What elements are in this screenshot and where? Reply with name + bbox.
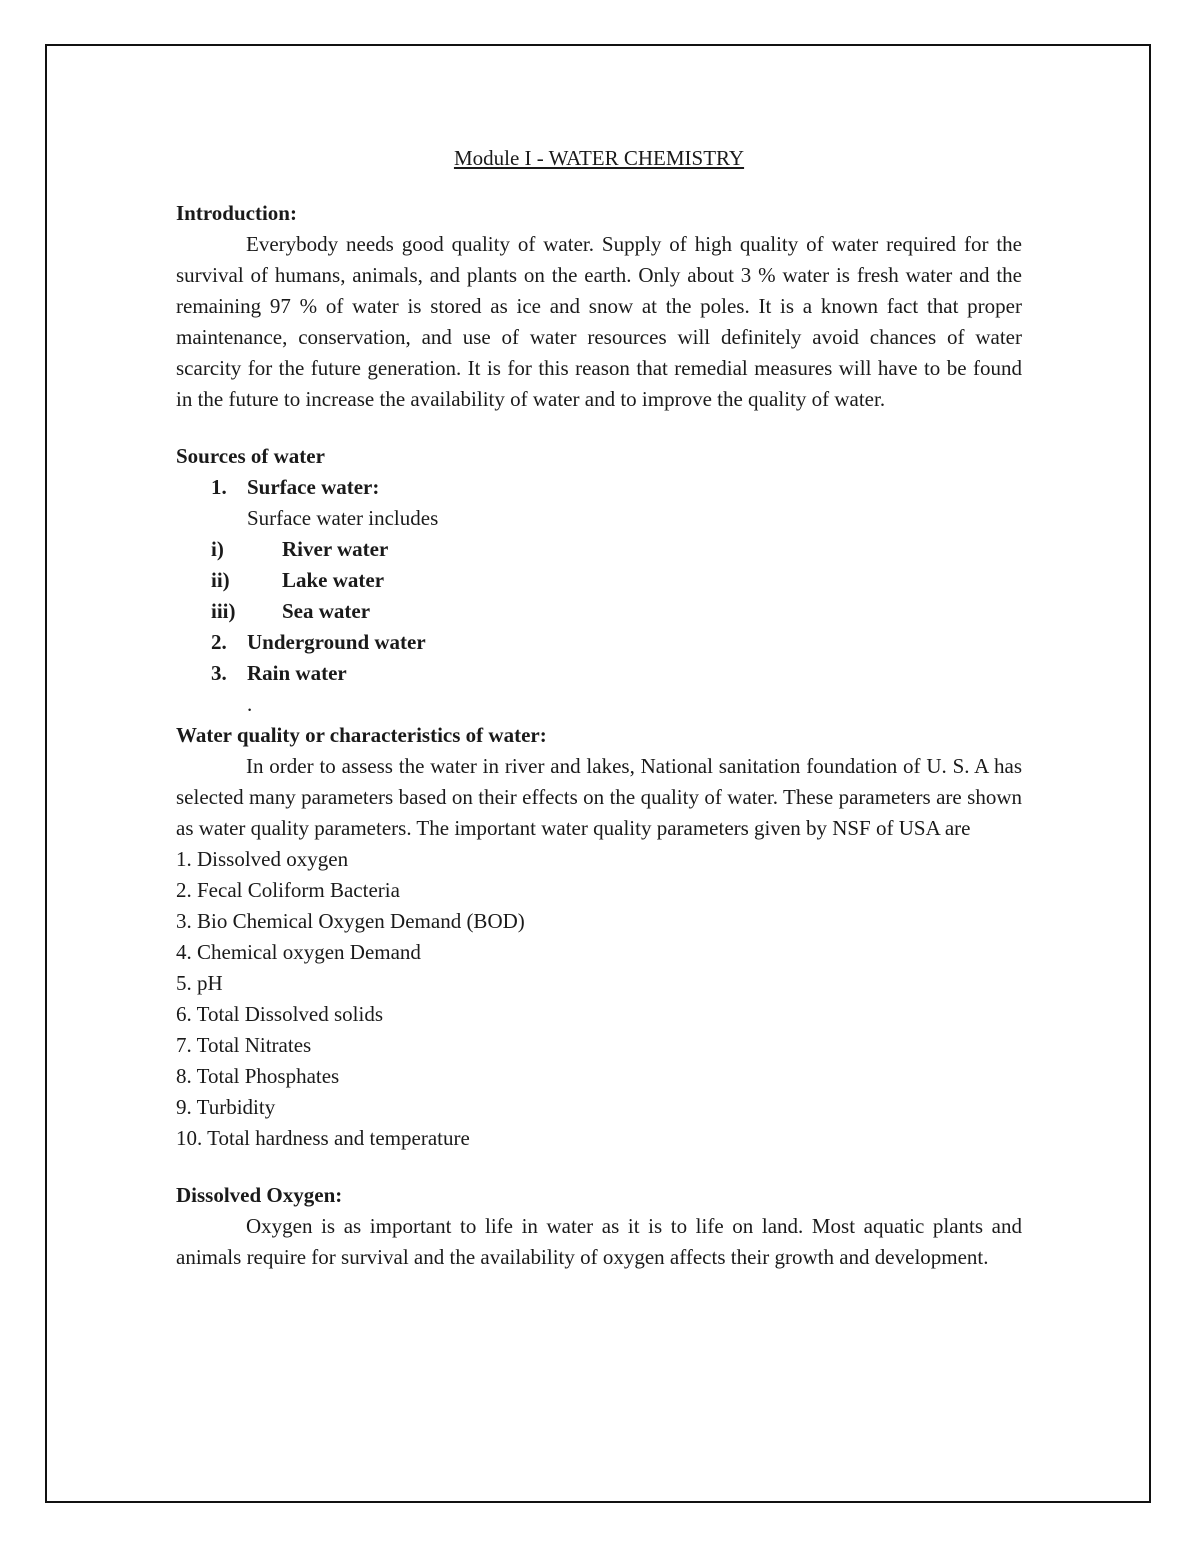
page-title: Module I - WATER CHEMISTRY bbox=[453, 146, 745, 170]
roman-label: Lake water bbox=[282, 568, 385, 592]
surface-item-river bbox=[176, 534, 1022, 565]
surface-item-lake bbox=[176, 565, 1022, 596]
list-label: Surface water: bbox=[247, 475, 380, 499]
surface-water-includes: Surface water includes bbox=[247, 506, 439, 530]
source-item-rain bbox=[176, 658, 1022, 689]
parameter-list bbox=[176, 844, 1022, 1154]
section-gap bbox=[176, 415, 1022, 441]
quality-heading: Water quality or characteristics of water: bbox=[176, 723, 547, 747]
list-number: 3. bbox=[211, 661, 227, 685]
source-item-underground bbox=[176, 627, 1022, 658]
roman-number: iii) bbox=[211, 599, 236, 623]
list-label: Underground water bbox=[247, 630, 426, 654]
document-body bbox=[176, 143, 1022, 1273]
list-item: 1. Dissolved oxygen bbox=[176, 847, 349, 871]
list-item: 6. Total Dissolved solids bbox=[176, 1002, 383, 1026]
list-number: 2. bbox=[211, 630, 227, 654]
list-item: 2. Fecal Coliform Bacteria bbox=[176, 878, 400, 902]
list-item: 3. Bio Chemical Oxygen Demand (BOD) bbox=[176, 909, 525, 933]
list-item: 5. pH bbox=[176, 971, 223, 995]
dissolved-oxygen-heading: Dissolved Oxygen: bbox=[176, 1183, 343, 1207]
list-item: 7. Total Nitrates bbox=[176, 1033, 312, 1057]
surface-item-sea bbox=[176, 596, 1022, 627]
list-item: 4. Chemical oxygen Demand bbox=[176, 940, 421, 964]
roman-number: i) bbox=[211, 537, 224, 561]
list-label: Rain water bbox=[247, 661, 347, 685]
roman-number: ii) bbox=[211, 568, 230, 592]
dissolved-oxygen-paragraph: Oxygen is as important to life in water as it is to life on land. Most aquatic plants and animals require for survival and the availability of oxygen affects their growth and development. bbox=[176, 1214, 1022, 1269]
list-item: 8. Total Phosphates bbox=[176, 1064, 340, 1088]
roman-label: Sea water bbox=[282, 599, 371, 623]
list-item: 9. Turbidity bbox=[176, 1095, 276, 1119]
roman-label: River water bbox=[282, 537, 389, 561]
source-item-surface bbox=[176, 472, 1022, 503]
quality-paragraph: In order to assess the water in river and lakes, National sanitation foundation of U. S. A has selected many parameters based on their effects on the quality of water. These parameters are shown as water quality parameters. The important water quality parameters given by NSF of USA are bbox=[176, 754, 1022, 840]
introduction-paragraph: Everybody needs good quality of water. Supply of high quality of water required for the survival of humans, animals, and plants on the earth. Only about 3 % water is fresh water and the remaining 97 % of water is stored as ice and snow at the poles. It is a known fact that proper maintenance, conservation, and use of water resources will definitely avoid chances of water scarcity for the future generation. It is for this reason that remedial measures will have to be found in the future to increase the availability of water and to improve the quality of water. bbox=[176, 232, 1022, 411]
section-gap bbox=[176, 1154, 1022, 1180]
introduction-heading: Introduction: bbox=[176, 201, 297, 225]
sources-heading: Sources of water bbox=[176, 444, 325, 468]
list-item: 10. Total hardness and temperature bbox=[176, 1126, 470, 1150]
list-number: 1. bbox=[211, 475, 227, 499]
trailing-dot: . bbox=[247, 692, 253, 716]
